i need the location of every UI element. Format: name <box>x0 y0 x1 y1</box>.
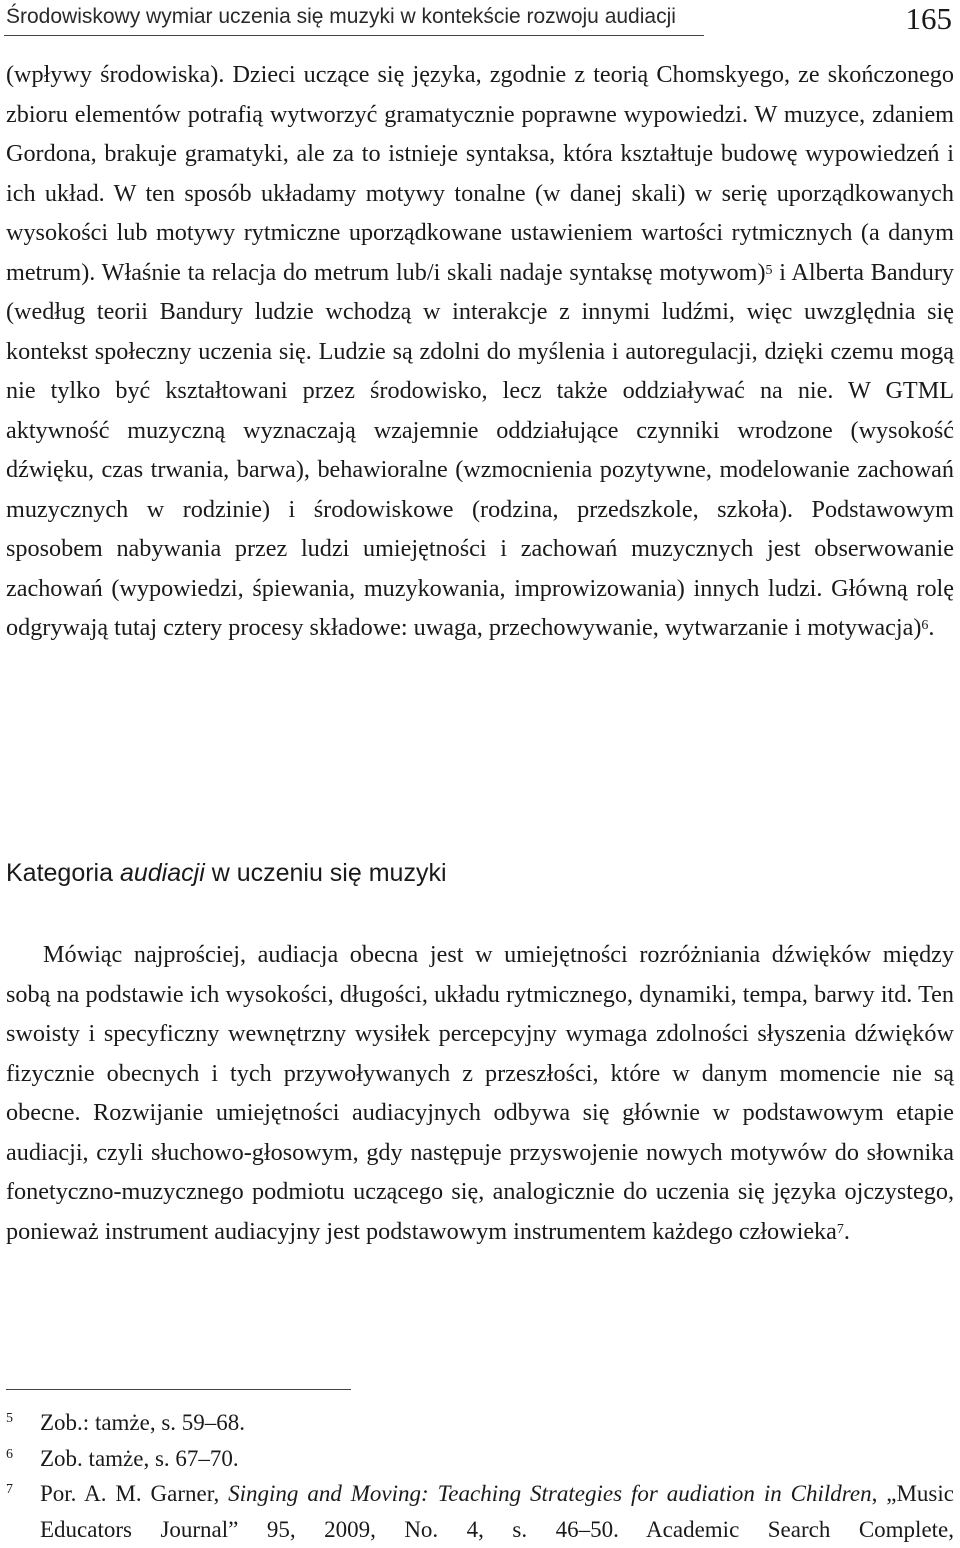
footnote-ref-5[interactable]: 5 <box>765 262 773 278</box>
footnote-number: 5 <box>6 1411 13 1426</box>
footnote-ref-6[interactable]: 6 <box>921 618 929 633</box>
footnote-7-end: , „Music Educators Journal” 95, 2009, No. 4, s. 46–50. Academic Search Complete, <box>40 1481 954 1542</box>
paragraph-2 <box>6 935 954 1251</box>
footnote-7-start: Por. A. M. Garner, <box>40 1481 229 1506</box>
footnote-text: Zob. tamże, s. 67–70. <box>40 1445 239 1471</box>
paragraph-1-end: . <box>928 614 935 641</box>
section-heading-end: w uczeniu się muzyki <box>204 859 447 887</box>
footnotes <box>6 1405 954 1547</box>
paragraph-2-text: Mówiąc najprościej, audiacja obecna jest w umiejętności rozróżniania dźwięków między sobą na podstawie ich wysokości, długości, układu rytmicznego, dynamiki, tempa, barwy itd. Ten swoisty i specyficzny wewnętrzny wysiłek percepcyjny wymaga zdolności słyszenia dźwięków fizycznie obecnych i tych przywoływanych z przeszłości, które w danym momencie nie są obecne. Rozwijanie umiejętności audiacyjnych odbywa się głównie w podstawowym etapie audiacji, czyli słuchowo-głosowym, gdy następuje przyswojenie nowych motywów do słownika fonetyczno-muzycznego podmiotu uczącego się, analogicznie do uczenia się języka ojczystego, ponieważ instrument audiacyjny jest podstawowym instrumentem każdego człowieka <box>6 941 954 1245</box>
running-title: Środowiskowy wymiar uczenia się muzyki w kontekście rozwoju audiacji <box>6 5 676 28</box>
section-heading-start: Kategoria <box>6 859 120 887</box>
paragraph-2-end: . <box>843 1217 850 1245</box>
header-rule <box>4 35 704 36</box>
paragraph-1 <box>6 55 954 648</box>
footnote-7-title: Singing and Moving: Teaching Strategies for audiation in Children <box>228 1481 872 1506</box>
footnote-ref-7[interactable]: 7 <box>836 1221 844 1237</box>
paragraph-1-text-b: i Alberta Bandury (według teorii Bandury ludzie wchodzą w interakcje z innymi ludźmi, więc uwzględnia się kontekst społeczny uczenia się. Ludzie są zdolni do myślenia i autoregulacji, dzięki czemu mogą nie tylko być kształtowani przez środowisko, lecz także oddziaływać na nie. W GTML aktywność muzyczną wyznaczają wzajemnie oddziałujące czynniki wrodzone (wysokość dźwięku, czas trwania, barwa), behawioralne (wzmocnienia pozytywne, modelowanie zachowań muzycznych w rodzinie) i środowiskowe (rodzina, przedszkole, szkoła). Podstawowym sposobem nabywania przez ludzi umiejętności i zachowań muzycznych jest obserwowanie zachowań (wypowiedzi, śpiewania, muzykowania, improwizowania) innych ludzi. Główną rolę odgrywają tutaj cztery procesy składowe: uwaga, przechowywanie, wytwarzanie i motywacja) <box>6 258 954 641</box>
footnote-7 <box>6 1476 954 1547</box>
footnote-rule <box>6 1389 351 1390</box>
footnote-text <box>40 1476 954 1547</box>
footnote-6 <box>6 1441 954 1477</box>
footnote-number: 7 <box>6 1482 13 1497</box>
paragraph-1-text-a: (wpływy środowiska). Dzieci uczące się języka, zgodnie z teorią Chomskyego, ze skończonego zbioru elementów potrafią wytworzyć gramatycznie poprawne wypowiedzi. W muzyce, zdaniem Gordona, brakuje gramatyki, ale za to istnieje syntaksa, która kształtuje budowę wypowiedzeń i ich układ. W ten sposób układamy motywy tonalne (w danej skali) w serię uporządkowanych wysokości lub motywy rytmiczne uporządkowane ustawieniem wartości rytmicznych (a danym metrum). Właśnie ta relacja do metrum lub/i skali nadaje syntaksę motywom) <box>6 61 954 286</box>
page-number: 165 <box>905 1 952 36</box>
footnote-text: Zob.: tamże, s. 59–68. <box>40 1410 246 1435</box>
section-heading-italic: audiacji <box>119 859 205 887</box>
footnote-5 <box>6 1405 954 1441</box>
section-heading <box>6 856 447 890</box>
footnote-number: 6 <box>6 1446 13 1462</box>
